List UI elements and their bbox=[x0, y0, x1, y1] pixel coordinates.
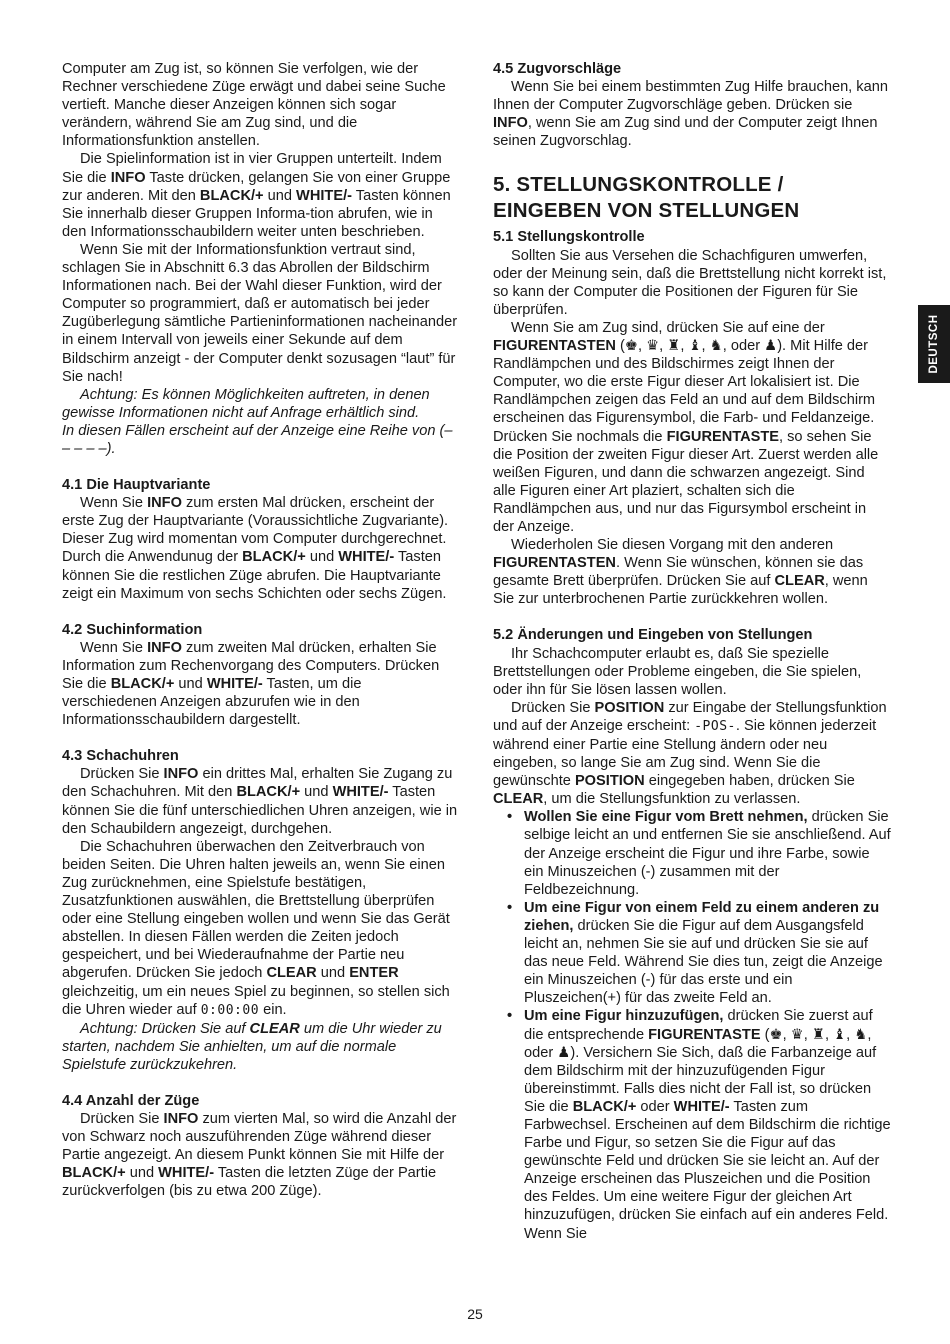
section-heading-4-2: 4.2 Suchinformation bbox=[62, 621, 203, 638]
bullet-icon: • bbox=[507, 1008, 513, 1025]
paragraph: Sollten Sie aus Versehen die Schachfiguren umwerfen, oder der Meinung sein, daß die Brettstellung nicht korrekt ist, so kann der Computer die Positionen der Figuren für Sie überprüfen. bbox=[493, 247, 887, 318]
section-heading-4-5: 4.5 Zugvorschläge bbox=[493, 61, 622, 77]
paragraph: Wenn Sie INFO zum zweiten Mal drücken, erhalten Sie Information zum Rechenvorgang des Computers. Drücken Sie die BLACK/+ und WHITE/- Tasten, um die verschiedenen Anzeigen abzurufen wie in den Informationsschaubildern dargestellt. bbox=[62, 639, 440, 729]
paragraph: Wenn Sie bei einem bestimmten Zug Hilfe brauchen, kann Ihnen der Computer Zugvorschläge geben. Drücken sie INFO, wenn Sie am Zug sind und der Computer zeigt Ihnen seinen Zugvorschlag. bbox=[493, 79, 888, 150]
language-tab bbox=[918, 305, 950, 383]
bullet-icon: • bbox=[507, 899, 513, 916]
section-heading-5-2: 5.2 Änderungen und Eingeben von Stellungen bbox=[493, 627, 813, 644]
note: In diesen Fällen erscheint auf der Anzeige eine Reihe von (– – – – –). bbox=[62, 422, 453, 457]
paragraph: Drücken Sie POSITION zur Eingabe der Stellungsfunktion und auf der Anzeige erscheint: -POS-. Sie können jederzeit während einer Partie eine Stellung ändern oder neu eingeben, so lange Sie am Zug sind. Wenn Sie die gewünschte POSITION eingegeben haben, drücken Sie CLEAR, um die Stellungsfunktion zu verlassen. bbox=[493, 699, 887, 808]
chess-piece-icons: (♚, ♛, ♜, ♝, ♞, oder ♟). bbox=[524, 1026, 872, 1061]
list-item: • Wollen Sie eine Figur vom Brett nehmen, drücken Sie selbige leicht an und entfernen Sie sie anschließend. Auf der Anzeige erscheint die Figur und ihre Farbe, sowie ein Minuszeichen (-) zusammen mit der Feldbezeichnung. bbox=[507, 809, 891, 898]
language-tab-label: DEUTSCH bbox=[928, 314, 940, 374]
note: Achtung: Drücken Sie auf CLEAR um die Uhr wieder zu starten, nachdem Sie anhielten, um auf die normale Spielstufe zurückzukehren. bbox=[62, 1020, 442, 1073]
paragraph: Computer am Zug ist, so können Sie verfolgen, wie der Rechner verschiedene Züge erwägt und dabei seine Suche vertieft. Manche dieser Anzeigen können sich sogar verändern, während Sie am Zug sind, und die Informationsfunktion anstellen. bbox=[62, 61, 446, 150]
left-column bbox=[62, 60, 460, 1201]
page-number: 25 bbox=[467, 1306, 483, 1322]
list-item: • Um eine Figur hinzuzufügen, drücken Sie zuerst auf die entsprechende FIGURENTASTE (♚, ♛, ♜, ♝, ♞, oder ♟). Versichern Sie Sich, daß die Farbanzeige auf dem Bildschirm mit der hinzuzufügenden Figur übereinstimmt. Falls dies nicht der Fall ist, so drücken Sie die BLACK/+ oder WHITE/- Tasten zum Farbwechsel. Erscheinen auf dem Bildschirm die richtige Farbe und Figur, so setzen Sie die Figur auf das gewünschte Feld und drücken Sie sie leicht an. Auf der Anzeige erscheinen das Pluszeichen und die Position des Feldes. Um eine weitere Figur der gleichen Art hinzuzufügen, drücken Sie einfach auf ein anderes Feld. Wenn Sie bbox=[507, 1008, 891, 1242]
paragraph: Wenn Sie am Zug sind, drücken Sie auf eine der FIGURENTASTEN (♚, ♛, ♜, ♝, ♞, oder ♟). Mit Hilfe der Randlämpchen und des Bildschirmes zeigt Ihnen der Computer, wo die erste Figur dieser Art lokalisiert ist. Die Randlämpchen zeigen das Feld an und auf dem Bildschirm erscheinen das Figurensymbol, die Farb- und Feldanzeige. Drücken Sie nochmals die FIGURENTASTE, so sehen Sie die Position der zweiten Figur dieser Art. Zuerst werden alle weißen Figuren, und dann die schwarzen angezeigt. Sind alle Figuren einer Art plaziert, schalten sich die Randlämpchen aus, und nur das Figursymbol erscheint in der Anzeige. bbox=[493, 319, 879, 535]
paragraph: Die Spielinformation ist in vier Gruppen unterteilt. Indem Sie die INFO Taste drücken, gelangen Sie von einer Gruppe zur anderen. Mit den BLACK/+ und WHITE/- Tasten können Sie innerhalb dieser Gruppen Informa-tion abrufen, wie in den Informationsschaubildern weiter unten beschrieben. bbox=[62, 151, 451, 240]
clock-display: 0:00:00 bbox=[200, 1002, 260, 1018]
paragraph: Ihr Schachcomputer erlaubt es, daß Sie spezielle Brettstellungen oder Probleme eingeben, die Sie spielen, oder ihn für Sie lösen lassen wollen. bbox=[493, 645, 862, 698]
bullet-list bbox=[493, 808, 891, 1242]
pos-display: -POS- bbox=[694, 718, 736, 734]
bullet-icon: • bbox=[507, 809, 513, 826]
paragraph: Wenn Sie mit der Informationsfunktion vertraut sind, schlagen Sie in Abschnitt 6.3 das Abrollen der Bildschirm Informationen nach. Bei der Wahl dieser Funktion, wird der Computer so programmiert, daß er automatisch bei jeder Zugüberlegung sämtliche Partieninformationen nacheinander in einem Intervall von jeweils einer Sekunde auf dem Bildschirm anzeigt - der Computer denkt sozusagen “laut” für Sie nach! bbox=[62, 241, 458, 385]
list-item: • Um eine Figur von einem Feld zu einem anderen zu ziehen, drücken Sie die Figur auf dem Ausgangsfeld leicht an, nehmen Sie sie auf und drücken Sie sie auf das neue Feld. Während Sie dies tun, zeigt die Anzeige ein Minuszeichen (-) für das erste und ein Pluszeichen(+) für das zweite Feld an. bbox=[507, 899, 883, 1007]
section-heading-4-4: 4.4 Anzahl der Züge bbox=[62, 1092, 200, 1109]
note: Achtung: Es können Möglichkeiten auftreten, in denen gewisse Informationen nicht auf Anfrage erhältlich sind. bbox=[62, 386, 430, 421]
chapter-heading-5: 5. STELLUNGSKONTROLLE / EINGEBEN VON STELLUNGEN bbox=[493, 173, 800, 223]
paragraph: Drücken Sie INFO zum vierten Mal, so wird die Anzahl der von Schwarz noch auszuführenden Züge während dieser Partie angezeigt. An diesem Punkt können Sie mit Hilfe der BLACK/+ und WHITE/- Tasten die letzten Züge der Partie zurückverfolgen (bis zu etwa 200 Züge). bbox=[62, 1111, 457, 1200]
chess-piece-icons: (♚, ♛, ♜, ♝, ♞, oder ♟). bbox=[615, 338, 791, 355]
right-column bbox=[493, 60, 891, 1243]
paragraph: Wiederholen Sie diesen Vorgang mit den anderen FIGURENTASTEN. Wenn Sie wünschen, können sie das gesamte Brett überprüfen. Drücken Sie auf CLEAR, wenn Sie zur unterbrochenen Partie zurückkehren wollen. bbox=[493, 537, 868, 608]
paragraph: Drücken Sie INFO ein drittes Mal, erhalten Sie Zugang zu den Schachuhren. Mit den BLACK/+ und WHITE/- Tasten können Sie die fünf unterschiedlichen Uhren anzeigen, wie in den Schaubildern angezeigt, durchgehen. bbox=[62, 766, 458, 837]
paragraph: Die Schachuhren überwachen den Zeitverbrauch von beiden Seiten. Die Uhren halten jeweils an, wenn Sie einen Zug zurücknehmen, eine Spielstufe bestätigen, Zusatzfunktionen auswählen, die Brettstellung überprüfen oder eine Stellung eingeben wollen und wenn Sie das Gerät abstellen. In diesen Fällen werden die Zeiten jedoch gespeichert, und bei Wiederaufnahme der Partie neu abgerufen. Drücken Sie jedoch CLEAR und ENTER gleichzeitig, um ein neues Spiel zu beginnen, so stellen sich die Uhren wieder auf 0:00:00 ein. bbox=[62, 838, 450, 1018]
section-heading-4-1: 4.1 Die Hauptvariante bbox=[62, 477, 211, 494]
paragraph: Wenn Sie INFO zum ersten Mal drücken, erscheint der erste Zug der Hauptvariante (Voraussichtliche Zugvariante). Dieser Zug wird momentan vom Computer durchgerechnet. Durch die Anwendunug der BLACK/+ und WHITE/- Tasten können Sie die restlichen Züge abrufen. Die Hauptvariante zeigt ein Maximum von sechs Schichten oder sechs Zügen. bbox=[62, 495, 449, 602]
section-heading-4-3: 4.3 Schachuhren bbox=[62, 748, 179, 765]
section-heading-5-1: 5.1 Stellungskontrolle bbox=[493, 229, 645, 246]
